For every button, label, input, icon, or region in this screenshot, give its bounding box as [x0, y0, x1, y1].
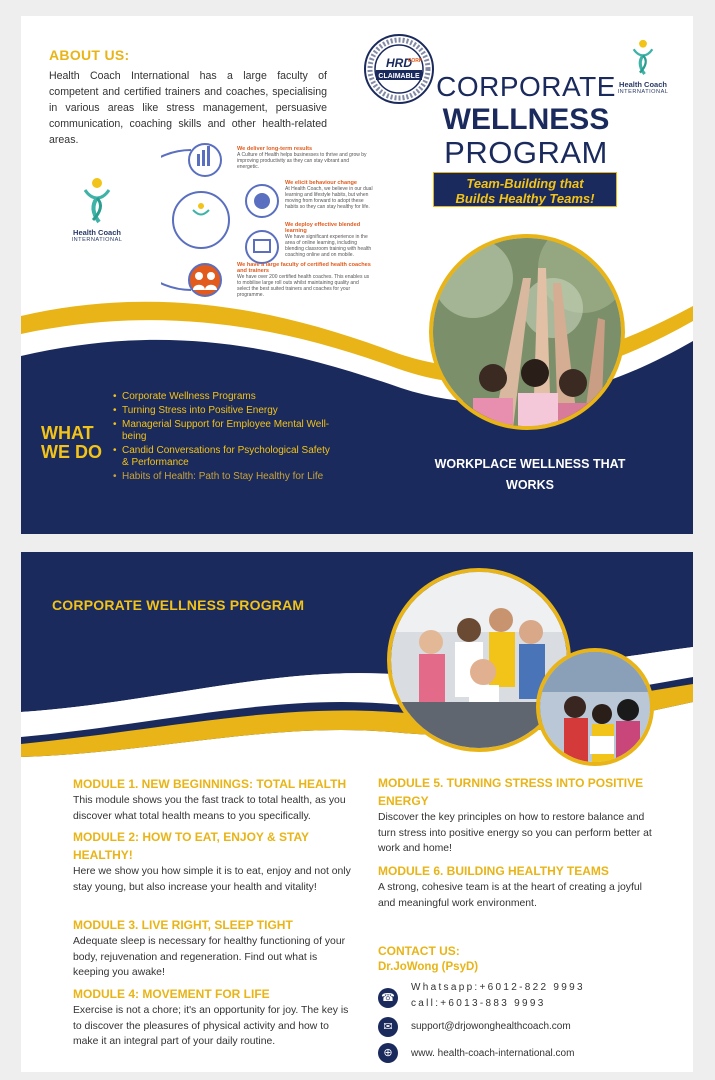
about-us-title: ABOUT US:	[49, 47, 130, 63]
slogan-line2: WORKS	[506, 478, 554, 492]
market-family-photo	[536, 648, 654, 766]
list-item: • Habits of Health: Path to Stay Healthy for Life	[113, 471, 338, 483]
phone-icon: ☎	[378, 988, 398, 1008]
call-number[interactable]: call:+6013-883 9993	[411, 998, 546, 1009]
program-title-line1: CORPORATE	[436, 71, 616, 102]
benefit-desc: A Culture of Health helps businesses to thrive and grow by improving productivity as they can stay vibrant and energetic.	[237, 152, 367, 170]
module-desc: This module shows you the fast track to total health, as you discover what total health means to you specifically.	[73, 795, 346, 822]
slogan-line1: WORKPLACE WELLNESS THAT	[434, 457, 626, 471]
email-icon: ✉	[378, 1017, 398, 1037]
tagline-box	[433, 172, 617, 207]
brochure-page-back	[21, 552, 693, 1072]
globe-icon: ⊕	[378, 1043, 398, 1063]
module-6	[378, 862, 658, 911]
program-title-line2: WELLNESS	[442, 103, 610, 136]
whatsapp-number[interactable]: Whatsapp:+6012-822 9993	[411, 982, 585, 993]
module-desc: Exercise is not a chore; it's an opportunity for joy. The key is to discover the pleasures of physical activity and how to make it an integral part of your daily routine.	[73, 1005, 349, 1047]
module-4	[73, 985, 355, 1050]
what-we-do-title	[41, 424, 102, 462]
module-title: MODULE 1. NEW BEGINNINGS: TOTAL HEALTH	[73, 777, 347, 791]
brochure-page-front	[21, 16, 693, 534]
what-we-do-title-line2: WE DO	[41, 442, 102, 462]
module-title: MODULE 5. TURNING STRESS INTO POSITIVE ENERGY	[378, 776, 644, 808]
module-1	[73, 775, 353, 824]
module-title: MODULE 6. BUILDING HEALTHY TEAMS	[378, 864, 609, 878]
list-item: • Managerial Support for Employee Mental Well-being	[113, 419, 338, 443]
team-hands-up-photo	[429, 234, 625, 430]
what-we-do-list	[113, 391, 338, 485]
benefit-title: We deploy effective blended learning	[285, 222, 361, 234]
module-desc: Discover the key principles on how to restore balance and turn stress into positive energy so you can perform better at work and home!	[378, 812, 652, 854]
email-link[interactable]: support@drjowonghealthcoach.com	[411, 1021, 571, 1032]
module-title: MODULE 2: HOW TO EAT, ENJOY & STAY HEALTHY!	[73, 830, 309, 862]
program-title	[426, 70, 626, 169]
list-item: • Corporate Wellness Programs	[113, 391, 338, 403]
benefit-long-term-results	[237, 146, 372, 170]
blended-learning-icon	[245, 230, 279, 264]
about-us-text: Health Coach International has a large faculty of competent and certified trainers and coaches, specialising in various areas like stress management, persuasive communication, coaching skills and other health-related areas.	[49, 70, 327, 146]
benefit-title: We have a large faculty of certified health coaches and trainers	[237, 262, 371, 274]
contact-name: Dr.JoWong (PsyD)	[378, 961, 479, 973]
svg-text:CLAIMABLE: CLAIMABLE	[378, 73, 420, 80]
health-coach-figure-icon	[79, 176, 115, 224]
page-title: CORPORATE WELLNESS PROGRAM	[52, 597, 305, 613]
module-5	[378, 774, 658, 857]
module-3	[73, 916, 351, 981]
benefit-desc: We have over 200 certified health coaches. This enables us to mobilise large roll outs whilst maintaining quality and select the best suited trainers and coaches for your programme.	[237, 274, 370, 298]
tagline-line1: Team-Building that	[466, 176, 584, 191]
logo-sub: INTERNATIONAL	[71, 237, 123, 243]
svg-text:CORP: CORP	[407, 58, 423, 64]
module-desc: Here we show you how simple it is to eat, enjoy and not only stay young, but also increase your health and vitality!	[73, 866, 351, 893]
tagline-line2: Builds Healthy Teams!	[455, 191, 595, 206]
module-desc: A strong, cohesive team is at the heart of creating a joyful and meaningful work environment.	[378, 882, 642, 909]
program-title-line3: PROGRAM	[444, 135, 608, 170]
list-item: • Candid Conversations for Psychological Safety & Performance	[113, 445, 338, 469]
benefit-behaviour-change	[285, 180, 373, 210]
logo-sub: INTERNATIONAL	[617, 89, 669, 95]
module-2	[73, 828, 351, 895]
benefits-circle-diagram	[161, 140, 241, 300]
module-title: MODULE 4: MOVEMENT FOR LIFE	[73, 987, 270, 1001]
benefit-blended-learning	[285, 222, 373, 258]
benefit-title: We deliver long-term results	[237, 146, 313, 152]
svg-text:HRD: HRD	[386, 56, 412, 70]
health-coach-logo	[57, 176, 137, 244]
list-item: • Turning Stress into Positive Energy	[113, 405, 338, 417]
health-coach-figure-icon	[629, 38, 657, 76]
module-title: MODULE 3. LIVE RIGHT, SLEEP TIGHT	[73, 918, 293, 932]
benefit-desc: At Health Coach, we believe in our dual learning and lifestyle habits, but when moving from forward to adopt these habits so they can stay healthy for life.	[285, 186, 373, 210]
benefit-title: We elicit behaviour change	[285, 180, 358, 186]
workplace-wellness-slogan	[406, 454, 654, 496]
module-desc: Adequate sleep is necessary for healthy functioning of your body, rejuvenation and regeneration. Find out what is keeping you awake!	[73, 936, 346, 978]
benefits-infographic	[161, 140, 371, 300]
behaviour-change-icon	[245, 184, 279, 218]
benefit-large-faculty	[237, 262, 372, 298]
hrdcorp-claimable-badge	[363, 33, 435, 105]
what-we-do-title-line1: WHAT	[41, 423, 94, 443]
benefit-desc: We have significant experience in the area of online learning, including blending classroom training with health coaching online and on mobile.	[285, 234, 372, 258]
logo-name: Health Coach	[73, 228, 121, 237]
contact-title: CONTACT US:	[378, 944, 460, 958]
website-link[interactable]: www. health-coach-international.com	[411, 1048, 575, 1059]
logo-name: Health Coach	[619, 80, 667, 89]
